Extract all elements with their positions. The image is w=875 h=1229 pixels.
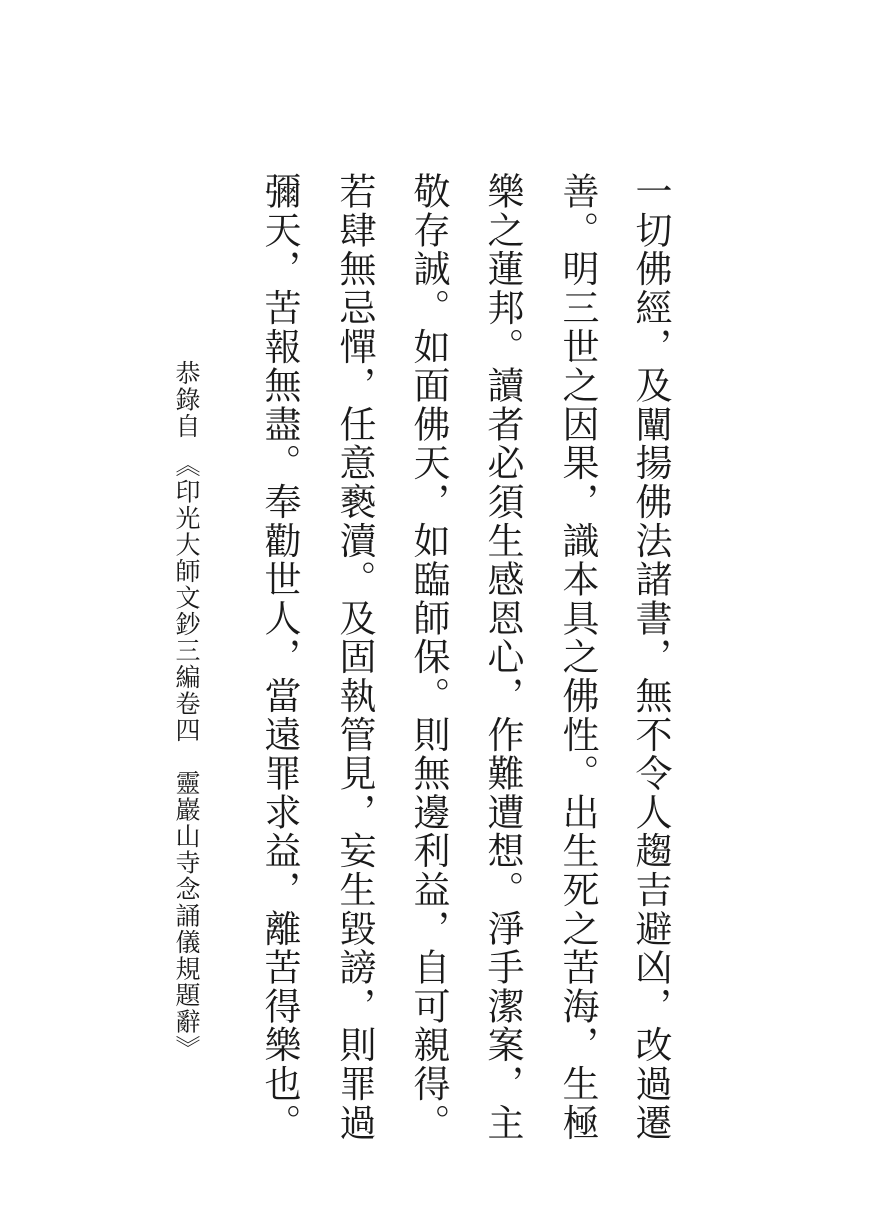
passage-line-6: 彌天，苦報無盡。奉勸世人，當遠罪求益，離苦得樂也。 [258, 172, 301, 1142]
passage-line-4: 敬存誠。如面佛天，如臨師保。則無邊利益，自可親得。 [407, 172, 450, 1142]
passage-line-5: 若肆無忌憚，任意褻瀆。及固執管見，妄生毀謗，則罪過 [333, 172, 376, 1142]
passage-line-1: 一切佛經，及闡揚佛法諸書，無不令人趨吉避凶，改過遷 [629, 172, 672, 1142]
source-prefix: 恭錄自 [172, 360, 201, 440]
source-title: 《印光大師文鈔三編卷四 靈巖山寺念誦儀規題辭》 [172, 452, 201, 1062]
passage-line-3: 樂之蓮邦。讀者必須生感恩心，作難遭想。淨手潔案，主 [481, 172, 524, 1142]
passage-line-2: 善。明三世之因果，識本具之佛性。出生死之苦海，生極 [556, 172, 599, 1142]
